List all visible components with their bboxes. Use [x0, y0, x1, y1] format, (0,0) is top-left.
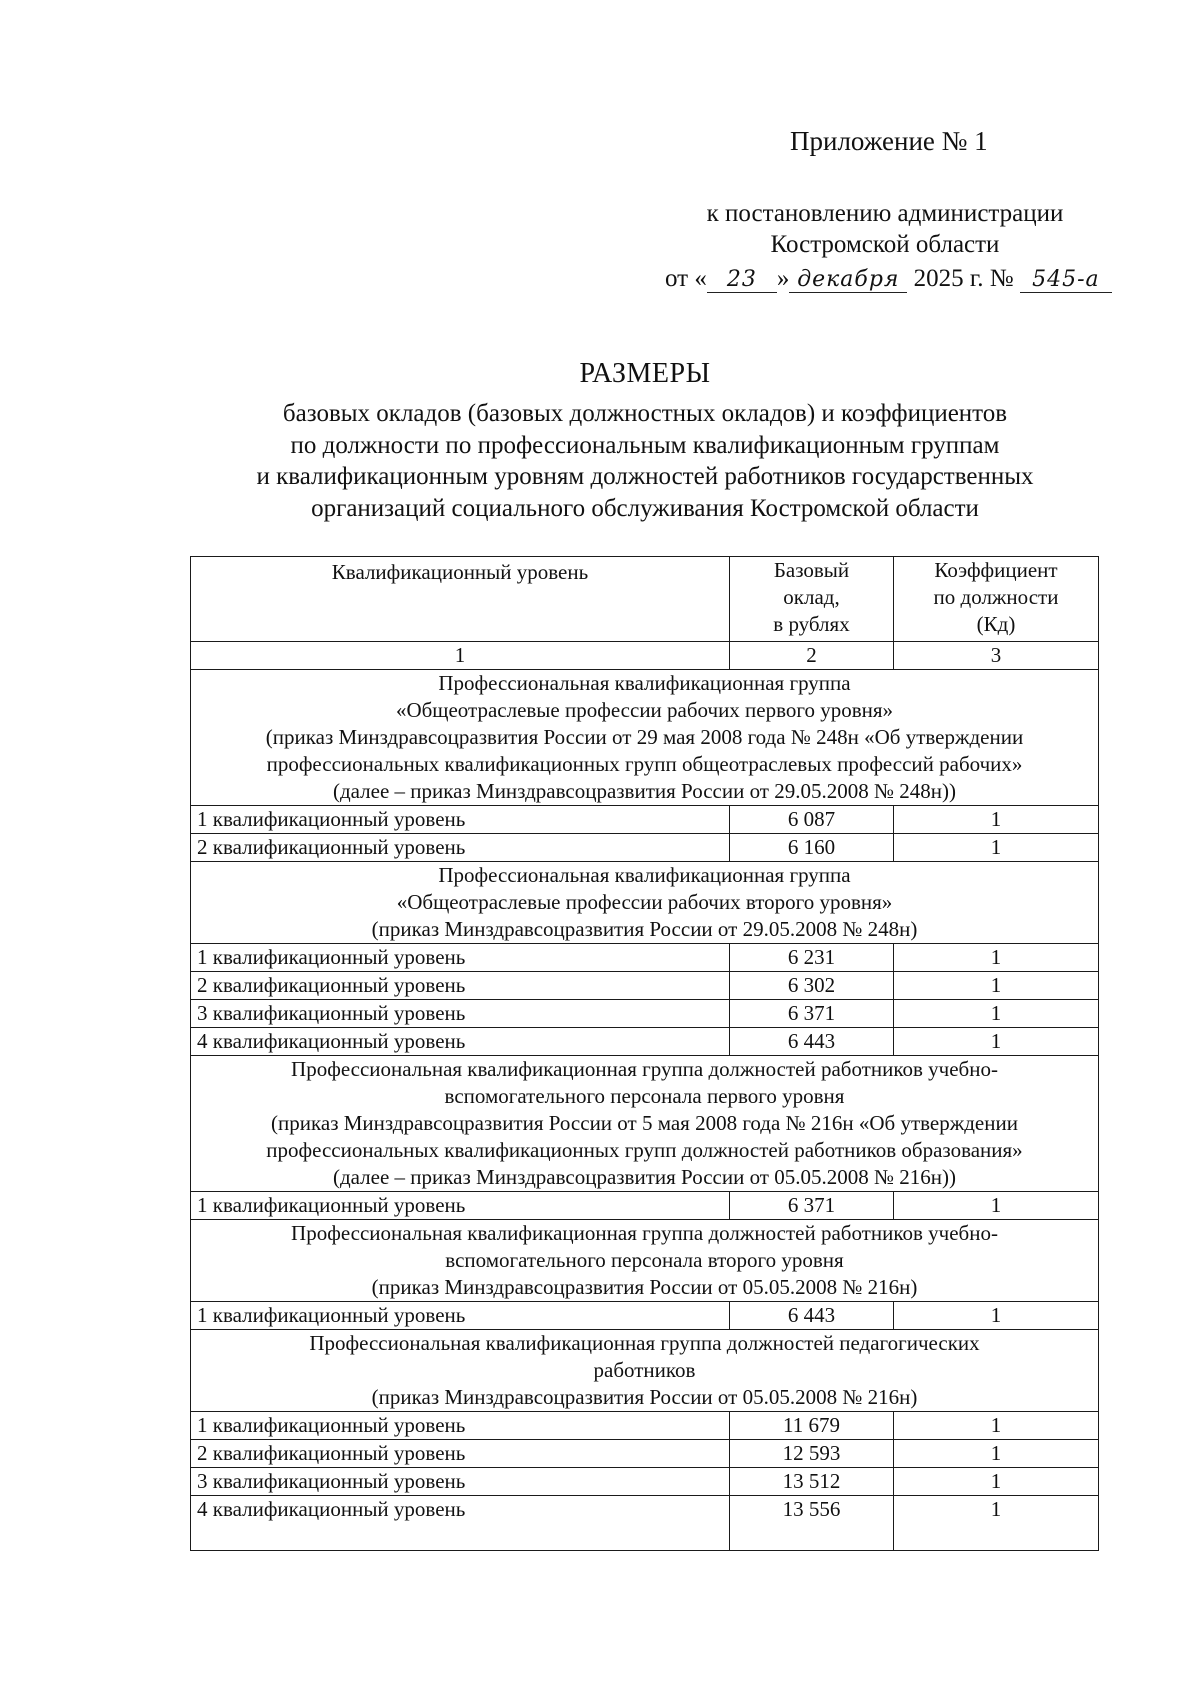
date-prefix: от «	[665, 265, 707, 292]
coefficient-cell: 1	[894, 1412, 1099, 1440]
qualification-level-cell: 1 квалификационный уровень	[191, 1412, 730, 1440]
reference-line-1: к постановлению администрации	[706, 200, 1064, 227]
header-base-salary	[730, 557, 894, 642]
group-title	[191, 670, 1099, 806]
coefficient-cell: 1	[894, 1000, 1099, 1028]
base-salary-cell: 6 443	[730, 1302, 894, 1330]
column-number: 3	[894, 642, 1099, 670]
group-title-line: (приказ Минздравсоцразвития России от 05.05.2008 № 216н)	[371, 1275, 918, 1299]
base-salary-cell: 6 371	[730, 1000, 894, 1028]
coefficient-cell: 1	[894, 1028, 1099, 1056]
coefficient-cell: 1	[894, 1496, 1099, 1551]
base-salary-cell: 6 371	[730, 1192, 894, 1220]
coefficient-cell: 1	[894, 944, 1099, 972]
subtitle-line: базовых окладов (базовых должностных окладов) и коэффициентов	[282, 400, 1008, 427]
coefficient-cell: 1	[894, 834, 1099, 862]
header-qualification-level	[191, 557, 730, 642]
coefficient-cell: 1	[894, 1440, 1099, 1468]
decree-reference	[650, 198, 1120, 260]
salary-table	[190, 556, 1099, 1551]
column-number-row	[191, 642, 1099, 670]
group-title-line: профессиональных квалификационных групп общеотраслевых профессий рабочих»	[266, 752, 1023, 776]
header-base-salary-line: оклад,	[783, 585, 840, 609]
qualification-level-cell: 1 квалификационный уровень	[191, 1192, 730, 1220]
base-salary-cell: 6 160	[730, 834, 894, 862]
handwritten-day: 23	[707, 267, 777, 293]
qualification-level-cell: 2 квалификационный уровень	[191, 1440, 730, 1468]
coefficient-cell: 1	[894, 1468, 1099, 1496]
qualification-level-cell: 1 квалификационный уровень	[191, 944, 730, 972]
header-coefficient-line: по должности	[933, 585, 1059, 609]
table-header-row	[191, 557, 1099, 642]
group-title-line: Профессиональная квалификационная группа должностей работников учебно-	[291, 1221, 998, 1245]
table-row	[191, 944, 1099, 972]
qualification-level-cell: 3 квалификационный уровень	[191, 1468, 730, 1496]
date-year: 2025 г. №	[913, 265, 1014, 292]
group-title	[191, 1056, 1099, 1192]
group-title-line: (далее – приказ Минздравсоцразвития России от 05.05.2008 № 216н))	[332, 1165, 956, 1189]
subtitle-line: организаций социального обслуживания Костромской области	[311, 494, 979, 522]
group-title-line: (далее – приказ Минздравсоцразвития России от 29.05.2008 № 248н))	[332, 779, 956, 803]
qualification-level-cell: 4 квалификационный уровень	[191, 1496, 730, 1551]
qualification-level-cell: 4 квалификационный уровень	[191, 1028, 730, 1056]
header-base-salary-line: Базовый	[773, 558, 850, 582]
coefficient-cell: 1	[894, 972, 1099, 1000]
group-title	[191, 862, 1099, 944]
table-row	[191, 1028, 1099, 1056]
group-title-line: (приказ Минздравсоцразвития России от 29.05.2008 № 248н)	[371, 917, 918, 941]
table-row	[191, 972, 1099, 1000]
subtitle-line: по должности по профессиональным квалификационным группам	[290, 431, 1000, 459]
group-title-line: Профессиональная квалификационная группа	[438, 671, 851, 695]
header-coefficient-line: (Кд)	[976, 612, 1016, 636]
document-subtitle	[150, 398, 1140, 524]
base-salary-cell: 6 302	[730, 972, 894, 1000]
table-row	[191, 1412, 1099, 1440]
base-salary-cell: 6 087	[730, 806, 894, 834]
group-title	[191, 1220, 1099, 1302]
group-title-line: Профессиональная квалификационная группа	[438, 863, 851, 887]
annex-title: Приложение № 1	[790, 126, 988, 156]
table-row	[191, 1000, 1099, 1028]
table-row	[191, 1468, 1099, 1496]
group-title-line: Профессиональная квалификационная группа должностей педагогических	[309, 1331, 980, 1355]
qualification-level-cell: 1 квалификационный уровень	[191, 806, 730, 834]
header-base-salary-line: в рублях	[773, 612, 850, 636]
table-row	[191, 1496, 1099, 1551]
coefficient-cell: 1	[894, 1192, 1099, 1220]
base-salary-cell: 13 556	[730, 1496, 894, 1551]
coefficient-cell: 1	[894, 806, 1099, 834]
group-header-row	[191, 1056, 1099, 1192]
base-salary-cell: 12 593	[730, 1440, 894, 1468]
group-title-line: работников	[593, 1358, 696, 1382]
group-header-row	[191, 670, 1099, 806]
decree-date-line	[665, 265, 1112, 293]
header-qualification-level-text: Квалификационный уровень	[331, 560, 589, 584]
date-mid: »	[776, 265, 790, 292]
table-row	[191, 1302, 1099, 1330]
base-salary-cell: 11 679	[730, 1412, 894, 1440]
group-title-line: (приказ Минздравсоцразвития России от 29 мая 2008 года № 248н «Об утверждении	[265, 725, 1024, 749]
salary-table-body	[191, 557, 1099, 1551]
table-row	[191, 806, 1099, 834]
column-number: 1	[191, 642, 730, 670]
group-title-line: профессиональных квалификационных групп должностей работников образования»	[266, 1138, 1023, 1162]
table-row	[191, 1440, 1099, 1468]
coefficient-cell: 1	[894, 1302, 1099, 1330]
header-coefficient	[894, 557, 1099, 642]
handwritten-decree-number: 545-а	[1020, 267, 1112, 293]
group-title-line: (приказ Минздравсоцразвития России от 5 мая 2008 года № 216н «Об утверждении	[271, 1111, 1018, 1135]
group-title-line: «Общеотраслевые профессии рабочих первого уровня»	[395, 698, 894, 722]
base-salary-cell: 6 443	[730, 1028, 894, 1056]
qualification-level-cell: 3 квалификационный уровень	[191, 1000, 730, 1028]
handwritten-month: декабря	[789, 267, 907, 293]
group-header-row	[191, 1330, 1099, 1412]
qualification-level-cell: 1 квалификационный уровень	[191, 1302, 730, 1330]
group-header-row	[191, 862, 1099, 944]
group-title-line: (приказ Минздравсоцразвития России от 05.05.2008 № 216н)	[371, 1385, 918, 1409]
group-title-line: «Общеотраслевые профессии рабочих второго уровня»	[396, 890, 893, 914]
table-row	[191, 834, 1099, 862]
group-title-line: вспомогательного персонала второго уровня	[445, 1248, 844, 1272]
base-salary-cell: 13 512	[730, 1468, 894, 1496]
column-number: 2	[730, 642, 894, 670]
qualification-level-cell: 2 квалификационный уровень	[191, 972, 730, 1000]
group-title-line: Профессиональная квалификационная группа должностей работников учебно-	[291, 1057, 998, 1081]
group-title	[191, 1330, 1099, 1412]
document-title: РАЗМЕРЫ	[579, 358, 711, 389]
header-coefficient-line: Коэффициент	[934, 558, 1058, 582]
group-header-row	[191, 1220, 1099, 1302]
table-row	[191, 1192, 1099, 1220]
subtitle-line: и квалификационным уровням должностей работников государственных	[256, 463, 1034, 490]
reference-line-2: Костромской области	[770, 231, 1000, 258]
base-salary-cell: 6 231	[730, 944, 894, 972]
group-title-line: вспомогательного персонала первого уровня	[444, 1084, 845, 1108]
qualification-level-cell: 2 квалификационный уровень	[191, 834, 730, 862]
